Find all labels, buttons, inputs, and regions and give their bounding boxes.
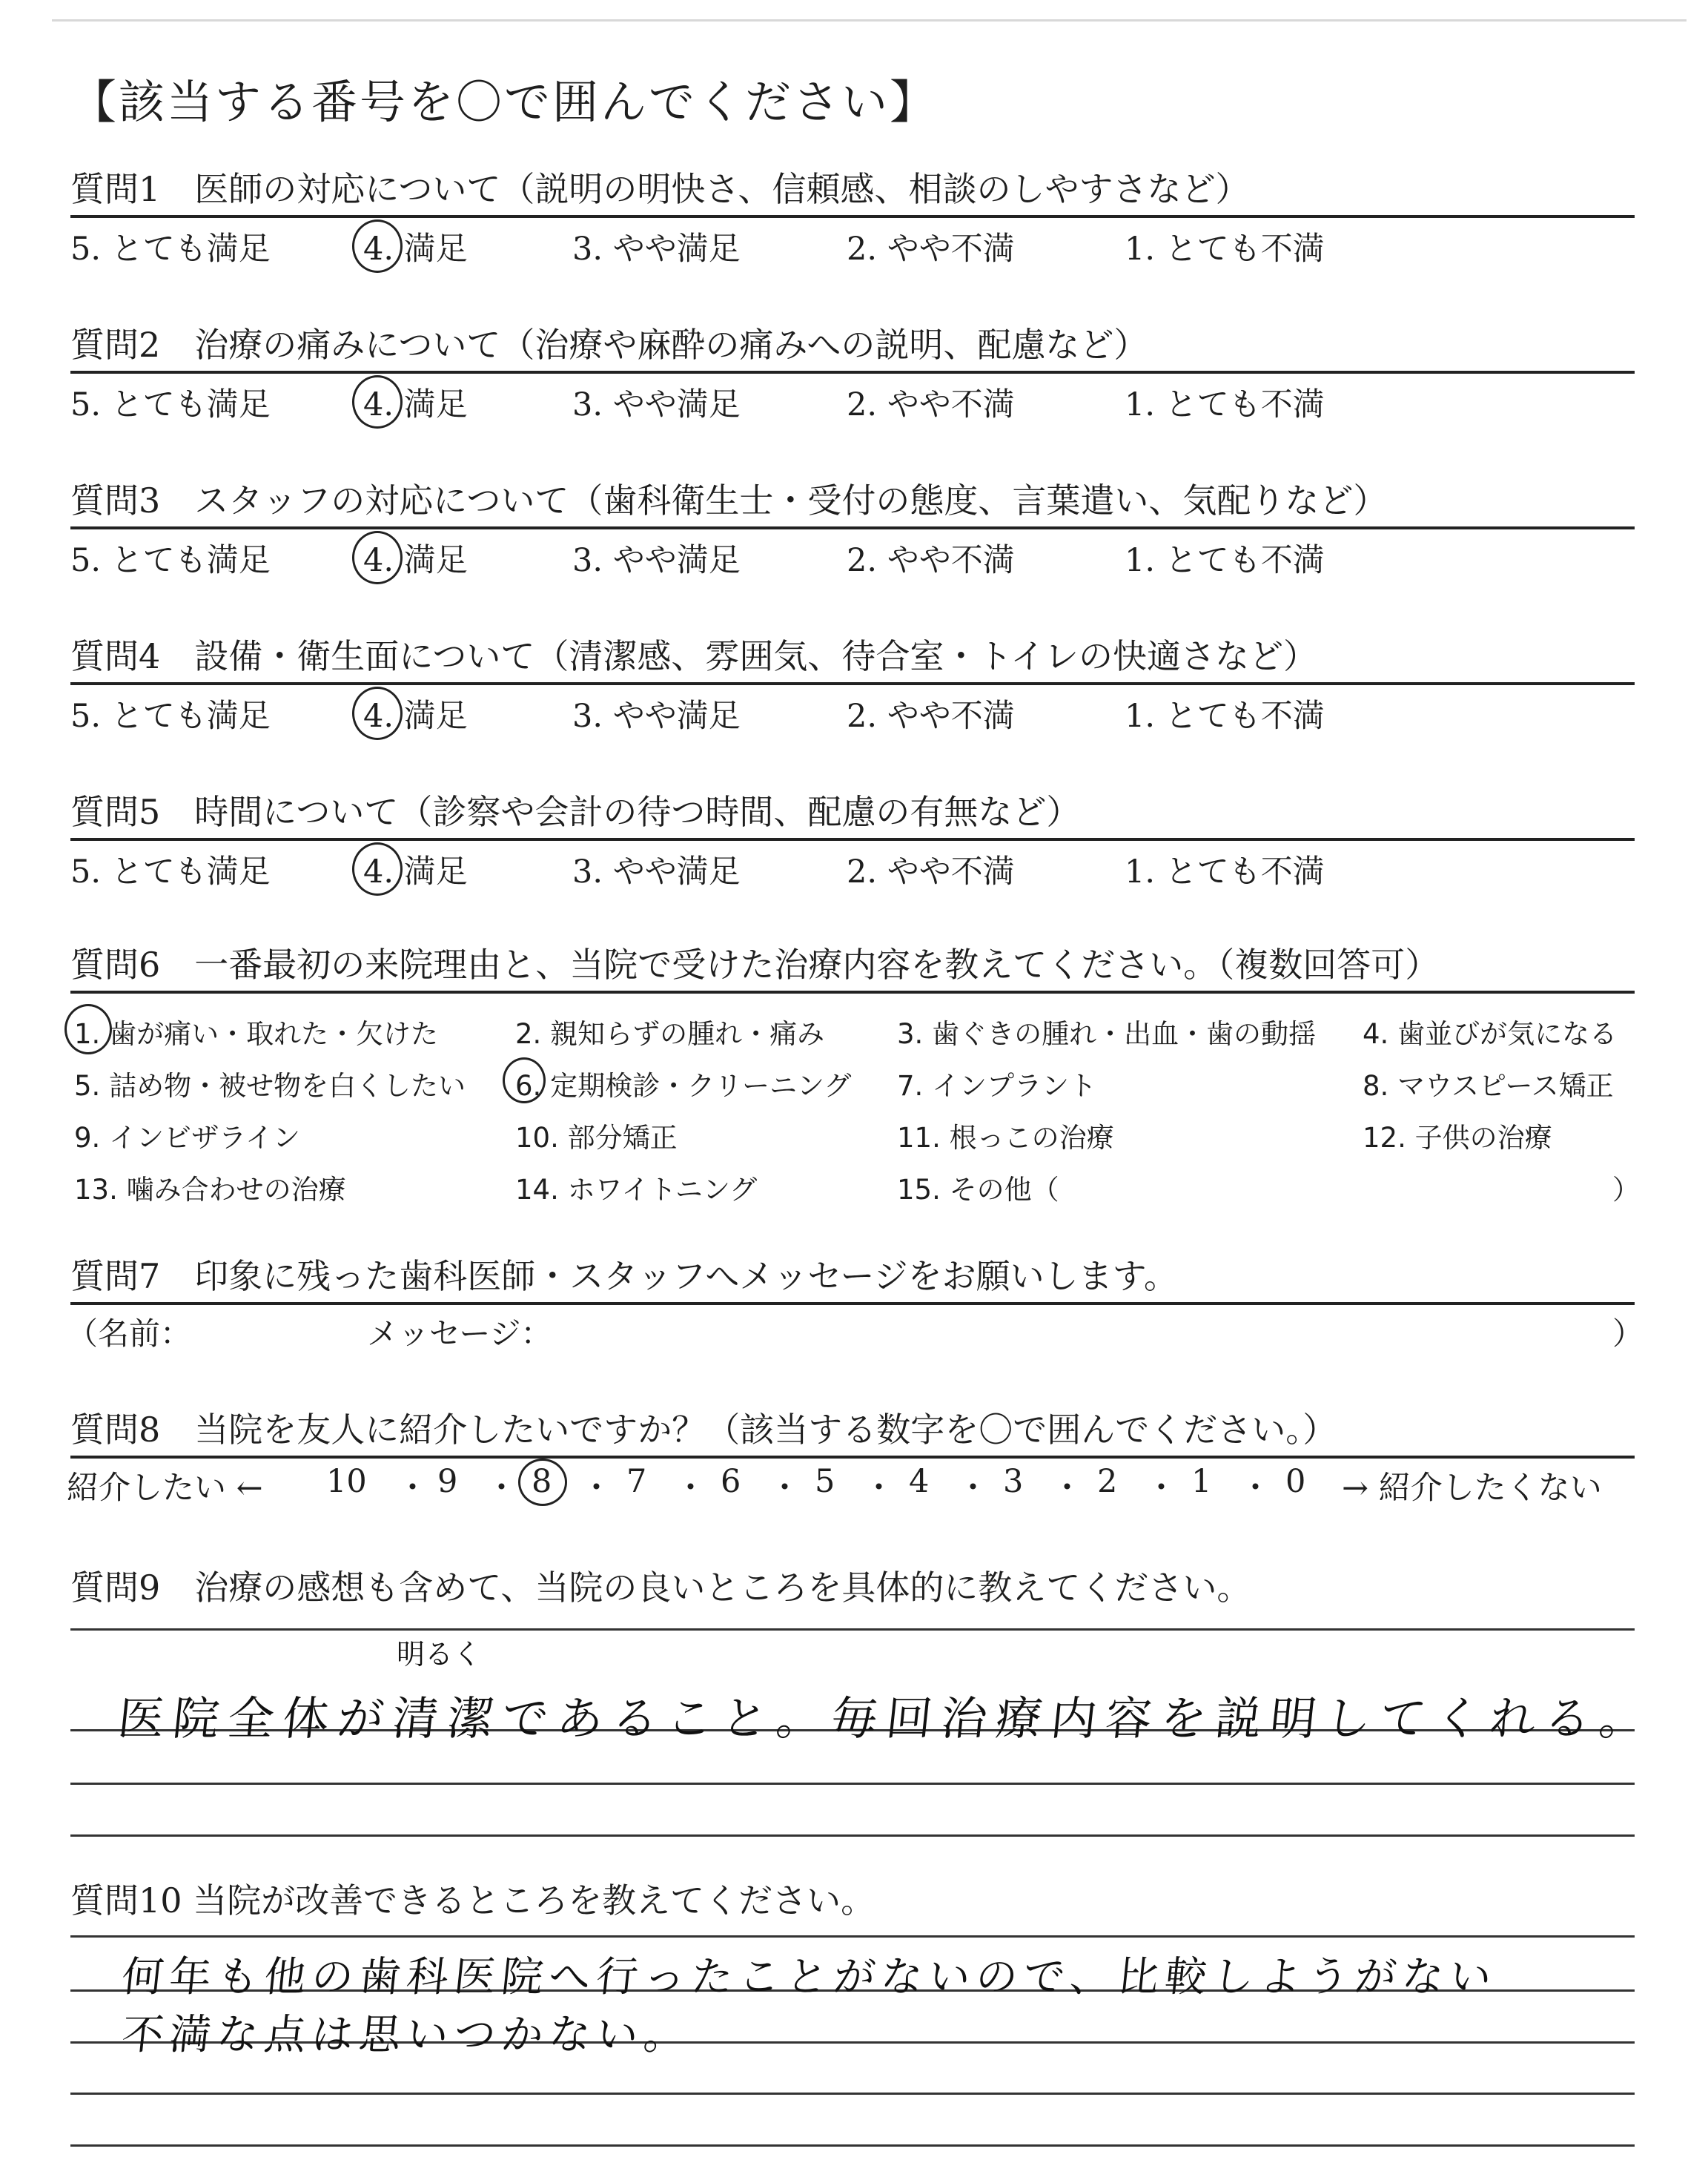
q6-option-1[interactable]: 1. 歯が痛い・取れた・欠けた bbox=[74, 1018, 439, 1050]
q2-option-1[interactable]: 1. とても不満 bbox=[1125, 386, 1325, 423]
question-6 bbox=[70, 940, 1640, 1209]
question-2 bbox=[70, 320, 1635, 421]
q1-option-2[interactable]: 2. やや不満 bbox=[847, 231, 1015, 268]
q7-name-label: （名前： bbox=[67, 1315, 192, 1352]
q10-line-1 bbox=[70, 1935, 1635, 1938]
question-4 bbox=[70, 632, 1635, 733]
question-5-rule bbox=[70, 838, 1635, 841]
q6-option-14[interactable]: 14. ホワイトニング bbox=[515, 1174, 758, 1206]
q5-option-2[interactable]: 2. やや不満 bbox=[847, 853, 1015, 891]
q10-line-4 bbox=[70, 2093, 1635, 2095]
q1-selection-circle bbox=[352, 219, 403, 273]
q9-line-1 bbox=[70, 1628, 1635, 1631]
q8-number-8[interactable]: 8 bbox=[532, 1463, 552, 1500]
q2-option-2[interactable]: 2. やや不満 bbox=[847, 386, 1015, 423]
question-1-scale bbox=[70, 224, 1635, 268]
q6-option-5[interactable]: 5. 詰め物・被せ物を白くしたい bbox=[74, 1070, 466, 1102]
q8-number-3[interactable]: 3 bbox=[1003, 1463, 1024, 1500]
q8-number-7[interactable]: 7 bbox=[626, 1463, 647, 1500]
q3-option-1[interactable]: 1. とても不満 bbox=[1125, 542, 1325, 579]
page-header: 【該当する番号を〇で囲んでください】 bbox=[70, 75, 939, 129]
q3-option-5[interactable]: 5. とても満足 bbox=[70, 542, 271, 579]
question-2-scale bbox=[70, 380, 1635, 421]
question-10 bbox=[70, 1876, 1635, 1925]
question-1-rule bbox=[70, 215, 1635, 218]
q7-message-label: メッセージ： bbox=[367, 1315, 552, 1352]
q1-option-5[interactable]: 5. とても満足 bbox=[70, 231, 271, 268]
q3-option-2[interactable]: 2. やや不満 bbox=[847, 542, 1015, 579]
q8-number-5[interactable]: 5 bbox=[815, 1463, 835, 1500]
question-8-scale: 紹介したい ← 10 ・ 9 ・ 8 ・ 7 ・ 6 ・ 5 ・ 4 ・ 3 ・ 2 ・ 1 ・ 0 → 紹介したくない bbox=[70, 1459, 1635, 1503]
q8-right-label: → 紹介したくない bbox=[1342, 1470, 1602, 1507]
q6-option-11[interactable]: 11. 根っこの治療 bbox=[897, 1122, 1114, 1154]
question-1 bbox=[70, 165, 1635, 268]
q5-selection-circle bbox=[352, 842, 403, 896]
q7-close-paren: ） bbox=[1612, 1315, 1644, 1352]
q4-option-2[interactable]: 2. やや不満 bbox=[847, 698, 1015, 735]
q4-option-5[interactable]: 5. とても満足 bbox=[70, 698, 271, 735]
q1-option-1[interactable]: 1. とても不満 bbox=[1125, 231, 1325, 268]
q9-line-3 bbox=[70, 1783, 1635, 1785]
q10-answer-line-1: 何年も他の歯科医院へ行ったことがないので、比較しようがない bbox=[119, 1953, 1500, 2001]
question-10-title: 質問10 当院が改善できるところを教えてください。 bbox=[70, 1880, 875, 1920]
q8-number-9[interactable]: 9 bbox=[437, 1463, 458, 1500]
q6-option-7[interactable]: 7. インプラント bbox=[897, 1070, 1097, 1102]
question-2-title: 質問2 治療の痛みについて（治療や麻酔の痛みへの説明、配慮など） bbox=[70, 325, 1148, 365]
q6-option-8[interactable]: 8. マウスピース矯正 bbox=[1363, 1070, 1614, 1102]
q5-option-1[interactable]: 1. とても不満 bbox=[1125, 853, 1325, 891]
q2-option-3[interactable]: 3. やや満足 bbox=[572, 386, 741, 423]
q6-selection-circle-6 bbox=[503, 1057, 546, 1103]
q4-option-3[interactable]: 3. やや満足 bbox=[572, 698, 741, 735]
q8-selection-circle bbox=[518, 1459, 567, 1506]
q5-option-3[interactable]: 3. やや満足 bbox=[572, 853, 741, 891]
q4-selection-circle bbox=[352, 687, 403, 740]
q6-option-2[interactable]: 2. 親知らずの腫れ・痛み bbox=[515, 1018, 825, 1050]
question-1-title: 質問1 医師の対応について（説明の明快さ、信頼感、相談のしやすさなど） bbox=[70, 169, 1250, 209]
q9-insert-note: 明るく bbox=[397, 1638, 482, 1671]
question-7 bbox=[67, 1252, 1644, 1352]
q4-option-1[interactable]: 1. とても不満 bbox=[1125, 698, 1325, 735]
question-3 bbox=[70, 476, 1635, 577]
question-9 bbox=[70, 1563, 1635, 1612]
question-8 bbox=[67, 1405, 1635, 1507]
question-5-title: 質問5 時間について（診察や会計の待つ時間、配慮の有無など） bbox=[70, 792, 1081, 832]
q6-option-12[interactable]: 12. 子供の治療 bbox=[1363, 1122, 1552, 1154]
q6-option-15[interactable]: 15. その他（ bbox=[897, 1174, 1059, 1206]
q6-option-13[interactable]: 13. 噛み合わせの治療 bbox=[74, 1174, 346, 1206]
q8-number-6[interactable]: 6 bbox=[721, 1463, 741, 1500]
question-8-title: 質問8 当院を友人に紹介したいですか？（該当する数字を〇で囲んでください。） bbox=[70, 1410, 1337, 1450]
question-4-title: 質問4 設備・衛生面について（清潔感、雰囲気、待合室・トイレの快適さなど） bbox=[70, 636, 1318, 676]
q2-option-5[interactable]: 5. とても満足 bbox=[70, 386, 271, 423]
q3-option-3[interactable]: 3. やや満足 bbox=[572, 542, 741, 579]
q8-number-4[interactable]: 4 bbox=[909, 1463, 930, 1500]
q6-option-10[interactable]: 10. 部分矯正 bbox=[515, 1122, 678, 1154]
question-3-scale bbox=[70, 535, 1635, 577]
q8-number-2[interactable]: 2 bbox=[1097, 1463, 1118, 1500]
q6-option-3[interactable]: 3. 歯ぐきの腫れ・出血・歯の動揺 bbox=[897, 1018, 1317, 1050]
question-7-fields bbox=[67, 1305, 1644, 1352]
question-6-title: 質問6 一番最初の来院理由と、当院で受けた治療内容を教えてください。（複数回答可） bbox=[70, 945, 1440, 985]
q10-answer-line-2: 不満な点は思いつかない。 bbox=[119, 2011, 694, 2059]
q5-option-5[interactable]: 5. とても満足 bbox=[70, 853, 271, 891]
question-3-rule bbox=[70, 526, 1635, 529]
q2-selection-circle bbox=[352, 375, 403, 429]
top-border bbox=[52, 19, 1687, 22]
q6-selection-circle-1 bbox=[64, 1004, 112, 1054]
q3-selection-circle bbox=[352, 531, 403, 584]
q8-number-0[interactable]: 0 bbox=[1285, 1463, 1306, 1500]
question-7-title: 質問7 印象に残った歯科医師・スタッフへメッセージをお願いします。 bbox=[70, 1256, 1178, 1296]
question-4-scale bbox=[70, 691, 1635, 733]
q9-line-4 bbox=[70, 1834, 1635, 1837]
q2-option-4[interactable]: 4. 満足 bbox=[363, 386, 468, 423]
q8-left-label: 紹介したい ← bbox=[67, 1470, 263, 1507]
question-5-scale bbox=[70, 847, 1635, 891]
question-3-title: 質問3 スタッフの対応について（歯科衛生士・受付の態度、言葉遣い、気配りなど） bbox=[70, 480, 1388, 521]
question-6-options bbox=[70, 994, 1640, 1209]
q10-line-5 bbox=[70, 2144, 1635, 2147]
q3-option-4[interactable]: 4. 満足 bbox=[363, 542, 468, 579]
q6-option-6[interactable]: 6. 定期検診・クリーニング bbox=[515, 1070, 852, 1102]
q8-number-10[interactable]: 10 bbox=[326, 1463, 367, 1500]
q6-option-15-close: ） bbox=[1612, 1174, 1640, 1206]
q1-option-4[interactable]: 4. 満足 bbox=[363, 231, 468, 268]
q4-option-4[interactable]: 4. 満足 bbox=[363, 698, 468, 735]
q6-option-9[interactable]: 9. インビザライン bbox=[74, 1122, 300, 1154]
q5-option-4[interactable]: 4. 満足 bbox=[363, 853, 468, 891]
q9-answer: 医院全体が清潔であること。毎回治療内容を説明してくれる。 bbox=[115, 1691, 1658, 1745]
question-9-title: 質問9 治療の感想も含めて、当院の良いところを具体的に教えてください。 bbox=[70, 1568, 1251, 1608]
q1-option-3[interactable]: 3. やや満足 bbox=[572, 231, 741, 268]
q8-number-1[interactable]: 1 bbox=[1191, 1463, 1212, 1500]
question-5 bbox=[70, 787, 1635, 891]
question-4-rule bbox=[70, 682, 1635, 685]
question-2-rule bbox=[70, 371, 1635, 374]
q6-option-4[interactable]: 4. 歯並びが気になる bbox=[1363, 1018, 1618, 1050]
